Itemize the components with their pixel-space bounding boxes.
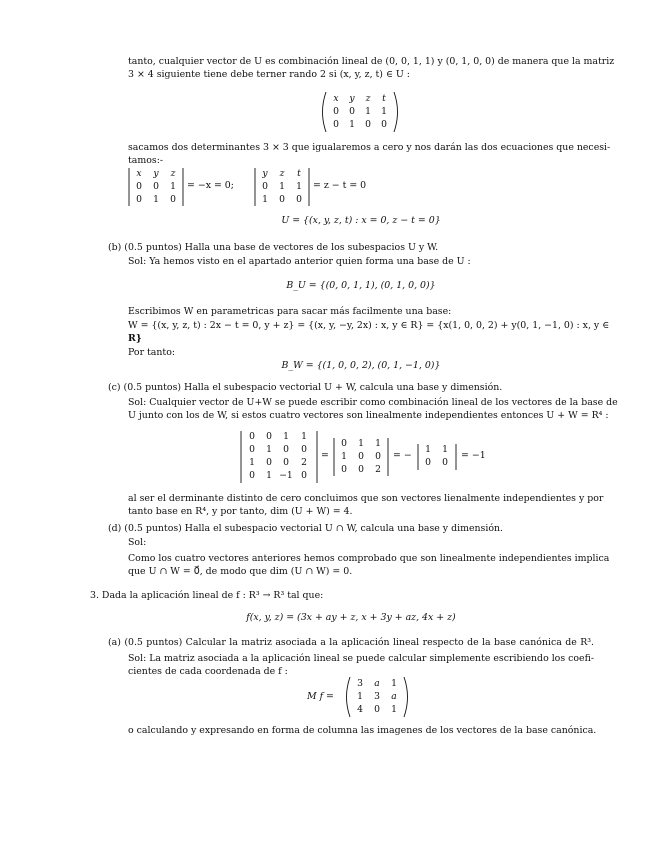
problem-heading: 3. Dada la aplicación lineal de f : R³ → R³ tal que: <box>90 590 324 601</box>
matrix-cell: 1 <box>170 181 176 192</box>
matrix-cell: 0 <box>341 438 347 449</box>
text-line: W = {(x, y, z, t) : 2x − t = 0, y + z} = {(x, y, −y, 2x) : x, y ∈ R} = {x(1, 0, 0, 2) + y(0, 1, −1, 0) : x, y ∈ <box>128 320 610 331</box>
section-heading: (a) (0.5 puntos) Calcular la matriz asociada a la aplicación lineal respecto de la base canónica de R³. <box>108 637 594 648</box>
matrix-label: M f = <box>307 691 334 702</box>
matrix-cell: 0 <box>266 457 272 468</box>
matrix-cell: 0 <box>333 106 339 117</box>
text-line: Sol: La matriz asociada a la aplicación lineal se puede calcular simplemente escribiendo los coefi- <box>128 653 594 664</box>
matrix-cell: 1 <box>365 106 371 117</box>
determinant-2x2 <box>417 443 457 471</box>
matrix-cell: z <box>365 93 371 104</box>
matrix-cell: y <box>349 93 355 104</box>
display-equation: f(x, y, z) = (3x + ay + z, x + 3y + az, 4x + z) <box>246 612 456 623</box>
matrix-cell: a <box>391 691 397 702</box>
matrix-cell: 1 <box>442 444 448 455</box>
matrix-cell: 1 <box>391 704 397 715</box>
matrix-cell: 1 <box>283 431 289 442</box>
determinant-3x3 <box>254 167 310 207</box>
section-heading: (d) (0.5 puntos) Halla el subespacio vectorial U ∩ W, calcula una base y dimensión. <box>108 523 504 534</box>
matrix-cell: 1 <box>301 431 307 442</box>
section-heading: (b) (0.5 puntos) Halla una base de vectores de los subespacios U y W. <box>108 242 439 253</box>
matrix-cell: 1 <box>357 691 363 702</box>
matrix-cell: 1 <box>266 470 272 481</box>
display-equation: U = {(x, y, z, t) : x = 0, z − t = 0} <box>281 215 441 226</box>
text-line: tamos:- <box>128 155 164 166</box>
text-line: Por tanto: <box>128 347 175 358</box>
section-heading: (c) (0.5 puntos) Halla el subespacio vectorial U + W, calcula una base y dimensión. <box>108 382 503 393</box>
matrix-cell: 1 <box>391 678 397 689</box>
equation-rhs: = z − t = 0 <box>313 180 367 191</box>
text-line: 3 × 4 siguiente tiene debe terner rando 2 si (x, y, z, t) ∈ U : <box>128 69 410 80</box>
matrix-cell: 2 <box>301 457 307 468</box>
matrix-cell: 0 <box>341 464 347 475</box>
matrix-cell: 0 <box>374 704 380 715</box>
matrix-cell: 0 <box>358 451 364 462</box>
matrix-cell: 0 <box>333 119 339 130</box>
matrix-cell: 1 <box>249 457 255 468</box>
matrix-cell: 1 <box>279 181 285 192</box>
text-line: Sol: <box>128 537 147 548</box>
matrix-cell: 1 <box>358 438 364 449</box>
matrix-cell: 3 <box>357 678 363 689</box>
equation-sign: = − <box>393 450 412 461</box>
equation-sign: = <box>321 450 329 461</box>
matrix-cell: 4 <box>357 704 363 715</box>
matrix-cell: y <box>262 168 268 179</box>
matrix-cell: 1 <box>349 119 355 130</box>
matrix-cell: 1 <box>296 181 302 192</box>
determinant-4x4 <box>240 430 318 484</box>
text-line: Sol: Cualquier vector de U+W se puede escribir como combinación lineal de los vectores de la base de <box>128 397 618 408</box>
determinant-3x3 <box>128 167 184 207</box>
matrix-cell: 0 <box>249 431 255 442</box>
text-line: R} <box>128 333 142 344</box>
matrix-cell: 0 <box>266 431 272 442</box>
display-equation: B_U = {(0, 0, 1, 1), (0, 1, 0, 0)} <box>286 280 436 291</box>
matrix-cell: 0 <box>153 181 159 192</box>
matrix-cell: 2 <box>375 464 381 475</box>
matrix-cell: 1 <box>375 438 381 449</box>
matrix-cell: 1 <box>153 194 159 205</box>
matrix-cell: 0 <box>381 119 387 130</box>
matrix-cell: a <box>374 678 380 689</box>
matrix-cell: 0 <box>136 181 142 192</box>
matrix-cell: y <box>153 168 159 179</box>
matrix-mf <box>344 675 410 719</box>
matrix-cell: 0 <box>283 444 289 455</box>
matrix-cell: 0 <box>170 194 176 205</box>
matrix-cell: 0 <box>283 457 289 468</box>
text-line: Como los cuatro vectores anteriores hemos comprobado que son linealmente independientes implica <box>128 553 610 564</box>
matrix-cell: −1 <box>279 470 293 481</box>
matrix-cell: 0 <box>301 444 307 455</box>
matrix-cell: 0 <box>365 119 371 130</box>
matrix-cell: 0 <box>375 451 381 462</box>
text-line: U junto con los de W, si estos cuatro vectores son linealmente independientes entonces U + W = R⁴ : <box>128 410 609 421</box>
matrix-cell: 1 <box>262 194 268 205</box>
text-line: tanto base en R⁴, y por tanto, dim (U + W) = 4. <box>128 506 353 517</box>
matrix-cell: 0 <box>442 457 448 468</box>
text-line: al ser el derminante distinto de cero concluimos que son vectores lienalmente independientes y por <box>128 493 604 504</box>
matrix-cell: 0 <box>279 194 285 205</box>
matrix-cell: 3 <box>374 691 380 702</box>
matrix-cell: 0 <box>136 194 142 205</box>
matrix-cell: z <box>279 168 285 179</box>
matrix-cell: 0 <box>301 470 307 481</box>
matrix-cell: 1 <box>341 451 347 462</box>
determinant-3x3 <box>333 437 389 477</box>
matrix-cell: x <box>136 168 142 179</box>
matrix-cell: 1 <box>381 106 387 117</box>
text-line: que U ∩ W = 0⃗, de modo que dim (U ∩ W) = 0. <box>128 566 353 577</box>
display-equation: B_W = {(1, 0, 0, 2), (0, 1, −1, 0)} <box>281 360 441 371</box>
matrix-cell: 0 <box>262 181 268 192</box>
text-line: cientes de cada coordenada de f : <box>128 666 288 677</box>
text-line: tanto, cualquier vector de U es combinación lineal de (0, 0, 1, 1) y (0, 1, 0, 0) de manera que la matriz <box>128 56 615 67</box>
matrix-cell: t <box>297 168 301 179</box>
matrix-cell: 0 <box>358 464 364 475</box>
matrix-cell: 1 <box>425 444 431 455</box>
matrix-cell: 1 <box>266 444 272 455</box>
matrix-3x4 <box>320 90 400 134</box>
text-line: o calculando y expresando en forma de columna las imagenes de los vectores de la base canónica. <box>128 725 597 736</box>
matrix-cell: 0 <box>249 444 255 455</box>
matrix-cell: x <box>333 93 339 104</box>
text-line: sacamos dos determinantes 3 × 3 que igualaremos a cero y nos darán las dos ecuaciones que necesi- <box>128 142 611 153</box>
matrix-cell: t <box>382 93 386 104</box>
matrix-cell: 0 <box>349 106 355 117</box>
matrix-cell: 0 <box>249 470 255 481</box>
equation-rhs: = −x = 0; <box>187 180 234 191</box>
text-line: Escribimos W en parametricas para sacar más facilmente una base: <box>128 306 452 317</box>
matrix-cell: 0 <box>425 457 431 468</box>
equation-result: = −1 <box>461 450 486 461</box>
text-line: Sol: Ya hemos visto en el apartado anterior quien forma una base de U : <box>128 256 471 267</box>
matrix-cell: z <box>170 168 176 179</box>
matrix-cell: 0 <box>296 194 302 205</box>
